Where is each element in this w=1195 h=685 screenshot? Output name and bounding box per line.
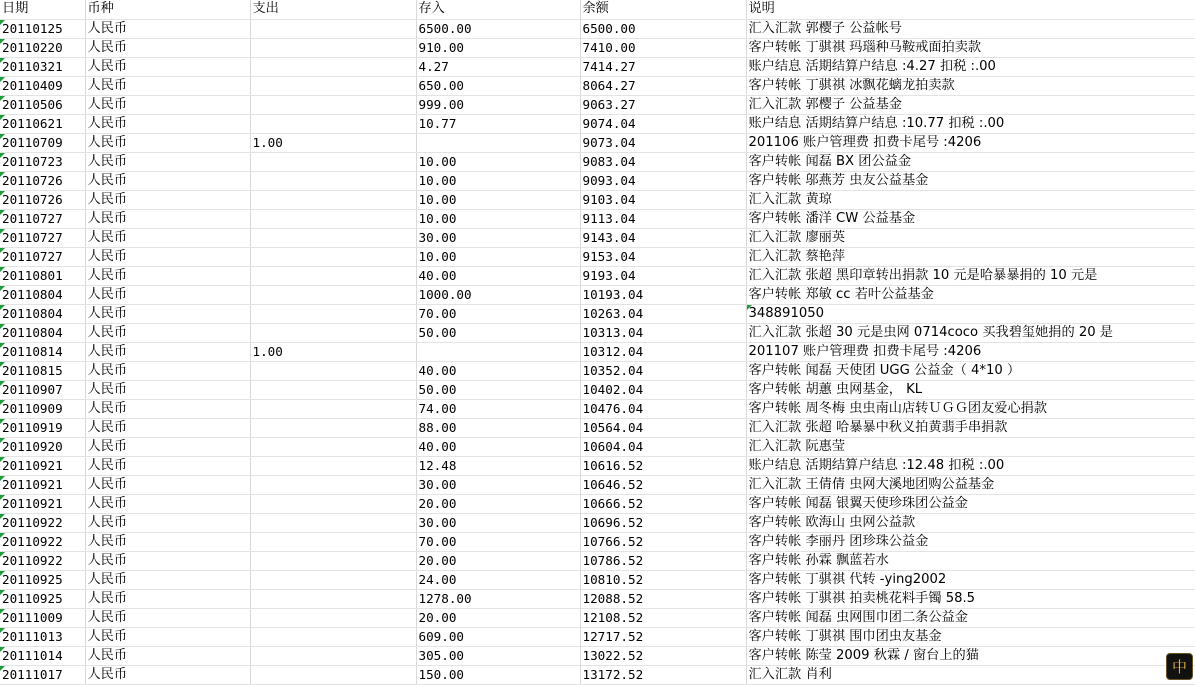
cell-date[interactable]: 20110921 [0,475,85,494]
table-row [0,190,1195,209]
cell-description[interactable]: 汇入汇款 张超 哈暴暴中秋义拍黄翡手串捐款 [746,418,1195,437]
cell-date[interactable]: 20110925 [0,570,85,589]
cell-description[interactable]: 客户转帐 周冬梅 虫虫南山店转ＵＧＧ团友爱心捐款 [746,399,1195,418]
table-row [0,475,1195,494]
cell-deposit[interactable]: 74.00 [416,399,580,418]
table-row [0,57,1195,76]
cell-currency[interactable]: 人民币 [85,627,250,646]
table-row [0,247,1195,266]
cell-expense[interactable] [250,551,416,570]
cell-expense[interactable]: 1.00 [250,133,416,152]
cell-currency[interactable]: 人民币 [85,437,250,456]
cell-currency[interactable]: 人民币 [85,646,250,665]
cell-balance[interactable]: 12088.52 [580,589,746,608]
cell-expense[interactable] [250,76,416,95]
cell-expense[interactable] [250,228,416,247]
cell-description[interactable]: 客户转帐 邬燕芳 虫友公益基金 [746,171,1195,190]
cell-description[interactable]: 汇入汇款 阮惠莹 [746,437,1195,456]
cell-date[interactable]: 20110409 [0,76,85,95]
cell-deposit[interactable]: 88.00 [416,418,580,437]
cell-balance[interactable]: 13172.52 [580,665,746,684]
table-row [0,456,1195,475]
cell-expense[interactable] [250,437,416,456]
cell-date[interactable]: 20110909 [0,399,85,418]
cell-date[interactable]: 20110727 [0,247,85,266]
table-row [0,513,1195,532]
table-row [0,361,1195,380]
ime-indicator-icon[interactable]: 中 [1166,653,1193,680]
cell-deposit[interactable]: 40.00 [416,266,580,285]
table-row [0,551,1195,570]
cell-date[interactable]: 20110804 [0,304,85,323]
header-row [0,0,1195,19]
cell-balance[interactable]: 10402.04 [580,380,746,399]
cell-deposit[interactable]: 609.00 [416,627,580,646]
cell-expense[interactable] [250,475,416,494]
cell-description[interactable]: 汇入汇款 廖丽英 [746,228,1195,247]
cell-balance[interactable]: 9113.04 [580,209,746,228]
cell-description[interactable]: 客户转帐 闻磊 天使团 UGG 公益金（ 4*10 ） [746,361,1195,380]
cell-description[interactable]: 客户转帐 丁骐祺 围巾团虫友基金 [746,627,1195,646]
cell-description[interactable]: 汇入汇款 黄琼 [746,190,1195,209]
cell-date[interactable]: 20110125 [0,19,85,38]
cell-date[interactable]: 20111017 [0,665,85,684]
cell-expense[interactable] [250,399,416,418]
cell-balance[interactable]: 10766.52 [580,532,746,551]
cell-expense[interactable] [250,171,416,190]
cell-date[interactable]: 20110920 [0,437,85,456]
cell-deposit[interactable]: 999.00 [416,95,580,114]
cell-currency[interactable]: 人民币 [85,190,250,209]
table-row [0,228,1195,247]
table-row [0,323,1195,342]
cell-currency[interactable]: 人民币 [85,399,250,418]
cell-expense[interactable] [250,323,416,342]
cell-expense[interactable] [250,38,416,57]
cell-expense[interactable] [250,19,416,38]
cell-deposit[interactable]: 650.00 [416,76,580,95]
cell-currency[interactable]: 人民币 [85,171,250,190]
cell-expense[interactable] [250,95,416,114]
cell-deposit[interactable]: 30.00 [416,228,580,247]
cell-deposit[interactable] [416,133,580,152]
cell-description[interactable]: 客户转帐 闻磊 银翼天使珍珠团公益金 [746,494,1195,513]
cell-currency[interactable]: 人民币 [85,418,250,437]
cell-deposit[interactable]: 10.00 [416,190,580,209]
cell-balance[interactable]: 9083.04 [580,152,746,171]
table-row [0,171,1195,190]
cell-deposit[interactable]: 70.00 [416,532,580,551]
cell-expense[interactable] [250,646,416,665]
table-row [0,589,1195,608]
table-row [0,76,1195,95]
cell-balance[interactable]: 8064.27 [580,76,746,95]
cell-currency[interactable]: 人民币 [85,304,250,323]
header-description[interactable]: 说明 [746,0,1195,19]
cell-currency[interactable]: 人民币 [85,228,250,247]
cell-currency[interactable]: 人民币 [85,475,250,494]
cell-description[interactable]: 汇入汇款 郭樱子 公益帐号 [746,19,1195,38]
cell-balance[interactable]: 6500.00 [580,19,746,38]
cell-expense[interactable] [250,266,416,285]
cell-currency[interactable]: 人民币 [85,513,250,532]
cell-description[interactable]: 201107 账户管理费 扣费卡尾号 :4206 [746,342,1195,361]
cell-balance[interactable]: 10193.04 [580,285,746,304]
table-row [0,38,1195,57]
cell-description[interactable]: 汇入汇款 肖利 [746,665,1195,684]
cell-expense[interactable] [250,418,416,437]
cell-deposit[interactable]: 40.00 [416,437,580,456]
cell-date[interactable]: 20110727 [0,209,85,228]
cell-expense[interactable] [250,665,416,684]
cell-description[interactable]: 客户转帐 丁骐祺 玛瑙种马鞍戒面拍卖款 [746,38,1195,57]
cell-deposit[interactable]: 20.00 [416,494,580,513]
cell-description[interactable]: 客户转帐 李丽丹 团珍珠公益金 [746,532,1195,551]
cell-currency[interactable]: 人民币 [85,570,250,589]
cell-balance[interactable]: 10696.52 [580,513,746,532]
table-row [0,494,1195,513]
cell-balance[interactable]: 7410.00 [580,38,746,57]
cell-date[interactable]: 20110925 [0,589,85,608]
cell-deposit[interactable]: 910.00 [416,38,580,57]
cell-date[interactable]: 20110727 [0,228,85,247]
cell-expense[interactable] [250,380,416,399]
cell-expense[interactable] [250,152,416,171]
cell-description[interactable]: 客户转帐 欧海山 虫网公益款 [746,513,1195,532]
table-row [0,342,1195,361]
cell-date[interactable]: 20110922 [0,551,85,570]
cell-balance[interactable]: 9093.04 [580,171,746,190]
cell-currency[interactable]: 人民币 [85,152,250,171]
header-balance[interactable]: 余额 [580,0,746,19]
cell-balance[interactable]: 13022.52 [580,646,746,665]
cell-expense[interactable] [250,304,416,323]
table-row [0,665,1195,684]
table-row [0,399,1195,418]
cell-balance[interactable]: 9193.04 [580,266,746,285]
cell-deposit[interactable]: 1278.00 [416,589,580,608]
cell-balance[interactable]: 10646.52 [580,475,746,494]
table-row [0,437,1195,456]
cell-balance[interactable]: 10263.04 [580,304,746,323]
cell-date[interactable]: 20110922 [0,513,85,532]
cell-balance[interactable]: 10564.04 [580,418,746,437]
table-row [0,285,1195,304]
cell-date[interactable]: 20110726 [0,190,85,209]
cell-expense[interactable] [250,190,416,209]
cell-deposit[interactable]: 10.00 [416,209,580,228]
cell-expense[interactable] [250,589,416,608]
cell-currency[interactable]: 人民币 [85,380,250,399]
cell-date[interactable]: 20110922 [0,532,85,551]
cell-description[interactable]: 348891050 [746,304,1195,323]
cell-currency[interactable]: 人民币 [85,57,250,76]
cell-deposit[interactable]: 150.00 [416,665,580,684]
cell-date[interactable]: 20110726 [0,171,85,190]
cell-currency[interactable]: 人民币 [85,532,250,551]
cell-date[interactable]: 20110801 [0,266,85,285]
cell-expense[interactable]: 1.00 [250,342,416,361]
cell-currency[interactable]: 人民币 [85,494,250,513]
cell-description[interactable]: 账户结息 活期结算户结息 :10.77 扣税 :.00 [746,114,1195,133]
cell-date[interactable]: 20110709 [0,133,85,152]
cell-expense[interactable] [250,114,416,133]
cell-deposit[interactable]: 50.00 [416,323,580,342]
table-row [0,418,1195,437]
cell-deposit[interactable] [416,342,580,361]
cell-date[interactable]: 20111014 [0,646,85,665]
cell-balance[interactable]: 9143.04 [580,228,746,247]
cell-date[interactable]: 20111013 [0,627,85,646]
cell-deposit[interactable]: 10.00 [416,247,580,266]
cell-expense[interactable] [250,532,416,551]
header-expense[interactable]: 支出 [250,0,416,19]
cell-description[interactable]: 账户结息 活期结算户结息 :4.27 扣税 :.00 [746,57,1195,76]
table-row [0,304,1195,323]
cell-deposit[interactable]: 1000.00 [416,285,580,304]
cell-deposit[interactable]: 12.48 [416,456,580,475]
cell-currency[interactable]: 人民币 [85,323,250,342]
cell-balance[interactable]: 10616.52 [580,456,746,475]
cell-balance[interactable]: 10476.04 [580,399,746,418]
cell-date[interactable]: 20110804 [0,323,85,342]
table-row [0,570,1195,589]
cell-balance[interactable]: 10666.52 [580,494,746,513]
cell-expense[interactable] [250,247,416,266]
cell-currency[interactable]: 人民币 [85,342,250,361]
cell-deposit[interactable]: 10.77 [416,114,580,133]
cell-description[interactable]: 客户转帐 丁骐祺 冰飘花螭龙拍卖款 [746,76,1195,95]
cell-description[interactable]: 客户转帐 闻磊 虫网围巾团二条公益金 [746,608,1195,627]
cell-balance[interactable]: 12717.52 [580,627,746,646]
cell-currency[interactable]: 人民币 [85,285,250,304]
cell-date[interactable]: 20110220 [0,38,85,57]
cell-currency[interactable]: 人民币 [85,608,250,627]
table-row [0,19,1195,38]
cell-date[interactable]: 20110723 [0,152,85,171]
cell-currency[interactable]: 人民币 [85,247,250,266]
cell-expense[interactable] [250,513,416,532]
cell-date[interactable]: 20110321 [0,57,85,76]
header-currency[interactable]: 币种 [85,0,250,19]
cell-date[interactable]: 20110921 [0,494,85,513]
cell-deposit[interactable]: 30.00 [416,475,580,494]
cell-currency[interactable]: 人民币 [85,361,250,380]
cell-currency[interactable]: 人民币 [85,665,250,684]
cell-description[interactable]: 客户转帐 陈莹 2009 秋霖 / 窗台上的猫 [746,646,1195,665]
cell-expense[interactable] [250,627,416,646]
cell-description[interactable]: 客户转帐 丁骐祺 拍卖桃花料手镯 58.5 [746,589,1195,608]
table-row [0,95,1195,114]
cell-expense[interactable] [250,285,416,304]
cell-date[interactable]: 20110815 [0,361,85,380]
cell-balance[interactable]: 10313.04 [580,323,746,342]
cell-description[interactable]: 账户结息 活期结算户结息 :12.48 扣税 :.00 [746,456,1195,475]
cell-description[interactable]: 汇入汇款 蔡艳萍 [746,247,1195,266]
cell-expense[interactable] [250,570,416,589]
table-row [0,608,1195,627]
cell-deposit[interactable]: 10.00 [416,152,580,171]
cell-currency[interactable]: 人民币 [85,38,250,57]
cell-deposit[interactable]: 70.00 [416,304,580,323]
header-deposit[interactable]: 存入 [416,0,580,19]
cell-date[interactable]: 20110506 [0,95,85,114]
cell-expense[interactable] [250,361,416,380]
cell-deposit[interactable]: 4.27 [416,57,580,76]
cell-balance[interactable]: 10810.52 [580,570,746,589]
cell-expense[interactable] [250,209,416,228]
cell-balance[interactable]: 9103.04 [580,190,746,209]
cell-currency[interactable]: 人民币 [85,133,250,152]
cell-balance[interactable]: 12108.52 [580,608,746,627]
cell-date[interactable]: 20110814 [0,342,85,361]
cell-description[interactable]: 汇入汇款 张超 黑印章转出捐款 10 元是哈暴暴捐的 10 元是 [746,266,1195,285]
cell-deposit[interactable]: 40.00 [416,361,580,380]
cell-currency[interactable]: 人民币 [85,76,250,95]
table-row [0,627,1195,646]
cell-currency[interactable]: 人民币 [85,114,250,133]
cell-balance[interactable]: 10352.04 [580,361,746,380]
cell-deposit[interactable]: 305.00 [416,646,580,665]
cell-description[interactable]: 客户转帐 潘洋 CW 公益基金 [746,209,1195,228]
cell-balance[interactable]: 7414.27 [580,57,746,76]
cell-currency[interactable]: 人民币 [85,456,250,475]
cell-description[interactable]: 客户转帐 丁骐祺 代转 -ying2002 [746,570,1195,589]
cell-currency[interactable]: 人民币 [85,209,250,228]
cell-currency[interactable]: 人民币 [85,95,250,114]
cell-balance[interactable]: 10786.52 [580,551,746,570]
cell-date[interactable]: 20110919 [0,418,85,437]
table-body [0,19,1195,684]
cell-balance[interactable]: 9153.04 [580,247,746,266]
cell-date[interactable]: 20110804 [0,285,85,304]
table-row [0,380,1195,399]
table-row [0,133,1195,152]
cell-deposit[interactable]: 10.00 [416,171,580,190]
cell-description[interactable]: 客户转帐 郑敏 cc 若叶公益基金 [746,285,1195,304]
cell-deposit[interactable]: 6500.00 [416,19,580,38]
cell-description[interactable]: 汇入汇款 张超 30 元是虫网 0714coco 买我碧玺她捐的 20 是 [746,323,1195,342]
cell-date[interactable]: 20110907 [0,380,85,399]
cell-currency[interactable]: 人民币 [85,19,250,38]
cell-description[interactable]: 客户转帐 闻磊 BX 团公益金 [746,152,1195,171]
cell-balance[interactable]: 9063.27 [580,95,746,114]
cell-deposit[interactable]: 50.00 [416,380,580,399]
cell-description[interactable]: 客户转帐 孙霖 飘蓝若水 [746,551,1195,570]
table-row [0,266,1195,285]
cell-balance[interactable]: 10312.04 [580,342,746,361]
cell-expense[interactable] [250,456,416,475]
cell-expense[interactable] [250,608,416,627]
cell-description[interactable]: 客户转帐 胡蕙 虫网基金， KL [746,380,1195,399]
cell-description[interactable]: 201106 账户管理费 扣费卡尾号 :4206 [746,133,1195,152]
cell-balance[interactable]: 10604.04 [580,437,746,456]
cell-date[interactable]: 20110921 [0,456,85,475]
cell-deposit[interactable]: 30.00 [416,513,580,532]
cell-expense[interactable] [250,57,416,76]
cell-deposit[interactable]: 20.00 [416,551,580,570]
table-row [0,114,1195,133]
cell-description[interactable]: 汇入汇款 郭樱子 公益基金 [746,95,1195,114]
cell-date[interactable]: 20111009 [0,608,85,627]
table-row [0,209,1195,228]
cell-balance[interactable]: 9074.04 [580,114,746,133]
cell-date[interactable]: 20110621 [0,114,85,133]
cell-expense[interactable] [250,494,416,513]
table-row [0,532,1195,551]
cell-currency[interactable]: 人民币 [85,551,250,570]
cell-balance[interactable]: 9073.04 [580,133,746,152]
header-date[interactable]: 日期 [0,0,85,19]
cell-deposit[interactable]: 24.00 [416,570,580,589]
cell-currency[interactable]: 人民币 [85,589,250,608]
cell-deposit[interactable]: 20.00 [416,608,580,627]
cell-description[interactable]: 汇入汇款 王倩倩 虫网大溪地团购公益基金 [746,475,1195,494]
table-row [0,646,1195,665]
cell-currency[interactable]: 人民币 [85,266,250,285]
table-row [0,152,1195,171]
